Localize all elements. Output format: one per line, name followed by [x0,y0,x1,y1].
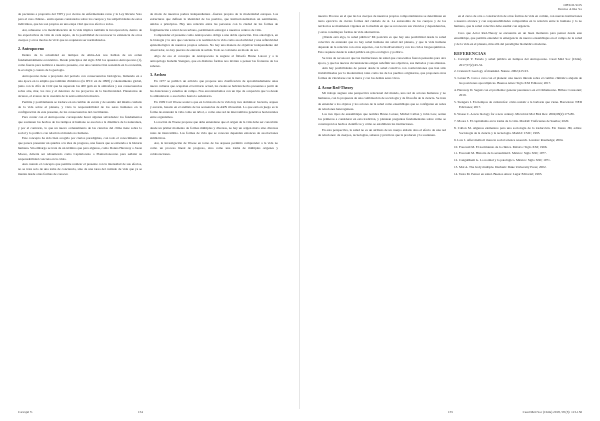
body-paragraph: Los tres tipos de ensamblajes que nombra Bruno Latour, Michel Callon y John Law, serían los primeros a considerar en esta tradición, y plantean preguntas fundamentales sobre cómo se construyen los hechos científicos y cómo se estabilizan las instituciones. [318,112,446,127]
footer-author: Carvajal V. [18,410,33,414]
page-number-left: 154 [138,410,143,414]
body-paragraph: Aún hay posibilidades de pensar desde la salud colectiva con cosmovisiones que han sido invisibilizadas por la modernidad, tales como las de los pueblos originarios, que proponen otras formas de vincularse con la tierra y con los demás seres vivos. [318,66,446,81]
body-paragraph: Aun cuando el concepto que permite realizar el presente con la intensidad de sus efectos, no se trata solo de una toma de conciencia, sino de una tarea del cuidado de vida que ya se intenta desde otras formas de conocer. [18,162,142,177]
reference-item: 2. Crutzen P. Geology of mankind. Nature. 2002;415:23. [454,69,529,74]
reference-item: 14. Testa M. Pensar en salud. Buenos Aires: Lugar Editorial; 1993. [454,171,543,176]
reference-item: 3. Latour B. Cara a cara con el planeta: una nueva mirada sobre el cambio climático alejada de las posiciones apocalípticas. Buenos Aires: Siglo XXI Editores; 2017. [454,76,582,86]
body-paragraph: La noción de Woese propone que debe entenderse que el origen de la vida debe ser concebido desde un primer momento de formas múltiples y diversas, no hay un origen único sino diversas rutas de intercambio. Las formas de vida que se conocen dependen entonces de asociaciones simbióticas. [150,120,278,141]
reference-item: 7. Moore J. El capitalismo en la trama de la vida. Madrid: Traficantes de Sueños; 2020. [454,119,570,123]
running-header-line-2: Denise Alma Sa [557,7,582,12]
reference-item: 5. Stengers I. En tiempos de catástrofes: cómo resistir a la barbarie que viene. Barcelona: NED Ediciones; 2017. [454,100,582,110]
body-paragraph: Mi trabajo sugiere una perspectiva relacional del mundo, una red de actores humanos y no humanos, con la propuesta de una combinación de sociología y de filosofía de la ciencia. Se trata de entender a los objetos y los actores de la salud como ensamblajes que se configuran en redes de relaciones heterogéneas. [318,91,446,111]
body-paragraph: Antropoceno tiene a propósito del período con consecuencias biológicas, llamando en a una época en ta amplia que también climáticos (la IPCC en de 1998) y calentamiento global, junto con la cifra de CO2 que ha superado las 400 ppm en la atmósfera y sus consecuencias sobre aire, mar, los ríos y el deterioro de los proyectos de la biodiversidad. Planetarios de alcance, el avance de la cuestión de la sexta extinción masiva. [18,73,142,99]
body-paragraph: de modo de nuestros padres independientes –fuertes propios de la modernidad europea. Las estructuras que definen la identidad de los pueblos, que institucionalizaban un sentimiento, unidos a principios. Hay una relación entre las personas con la ciudad de las formas de fragmentación a nivel de un urbano, permitiendo entregar a nuestros centros de vida. [150,12,278,32]
reference-item: 12. Canguilhem G. Lo normal y lo patológico. México: Siglo XXI; 1971. [454,158,551,163]
reference-item: 13. Mol A. The body multiple. Durham: Duke University Press; 2002. [454,164,547,169]
running-header-line-1: OBSOLSOS [563,3,582,7]
footer-journal-citation: Cuad Méd Soc (Chile) 2018, 58 (3): 113-156 [522,410,582,414]
reference-item: 10. Foucault M. El nacimiento de la clínica. México: Siglo XXI; 1966. [454,144,548,149]
reference-item: 4. Haraway D. Seguir con el problema: generar parentesco en el Chthuluceno. Bilbao: Consonni; 2019. [454,88,582,98]
right-page-column-2 [454,14,582,179]
section-heading: 2. Antropoceno [18,46,44,52]
left-page-column-1 [18,12,142,178]
right-page-column-1 [318,14,446,138]
body-paragraph: ¿Dónde está algo, la salud pública? Mi posición es que hay una posibilidad desde la salud colectiva de entender que no hay salud humana sin salud del planeta, y que la vida humana depende de la relación con otras especies, con la biodiversidad y con los ciclos biogeoquímicos. Esto requiere desde la salud pública un giro ecológico y político. [318,34,446,55]
body-paragraph: Este concepto ha sido bien acogido por ciertos paradigmas, con todo el conocimiento de que parece presentar un quiebre a la idea de progreso, una fuerza que se extienda a la historia humana. Sin embargo se trata de un término que para algunos, como Donna Haraway o Jason Moore, debería ser rebautizado como Capitaloceno o Plantacionoceno para señalar su responsabilidad concreta en la crisis. [18,136,142,161]
reference-item: 1. Carvajal Y. Estado y salud pública en tiempos del Antropoceno. Cuad Méd Soc (Chile). 2017;57(2):45-52. [454,57,582,67]
reference-item: 6. Woese C. A new biology for a new century. Microbiol Mol Biol Rev. 2004;68(2):173-86. [454,112,575,117]
body-paragraph: Dentro de la actualidad en tiempos de Alma-Ata nos hablan de un orden fundamentalmente económico. Desde principios del siglo XXI los apuestos Antropoceno (1), como fuerza para nombrar a nuestro presente, con una construcción sostenida en la economía, la ecología y cuanto de la geología. [18,52,142,73]
body-paragraph: En 1977 se publicó un artículo que propone una clasificación de aproximadamente unas nueve culturas que ocupaban el territorio actual, las cuales se habrían hecho presentes a partir de las dataciones y estudios de campo. Nos encontraríamos con un tipo de ocupación que va desde lo ambulatorio o asociativo hasta lo sedentario. [150,78,278,99]
body-paragraph: Permite y posiblemente se traduce en un cambio de escala y de sentido del mismo cuidado de la vida sobre el planeta, y vista la responsabilidad de los seres humanos en la configuración de este presente, de las consecuencias del crecimiento. [18,99,142,115]
body-paragraph: Así, la investigación de Woese en torno de las arqueas permitió comprender a la vida no como un proceso lineal de progreso, sino como una trama de múltiples orígenes y colaboraciones. [150,141,278,156]
body-paragraph: de pacientes a propósito del VIH y por ciertos de enfermedades raras y la Ley Ricarte Soto para el caso chileno– están apenas constatados sobre los cuerpos y las subjetividades de estos individuos, que les son propios en una etapa vital que nos afecta a todos. [18,12,142,27]
reference-item: 8. Callon M. Algunos elementos para una sociología de la traducción. En: Iranzo JM, editor. Sociología de la ciencia y la tecnología. Madrid: CSIC; 1995. [454,125,582,135]
section-heading: 4. Acme Red-Theory [318,84,354,90]
body-paragraph: Comprender el presente como Antropoceno obliga a una doble operación. Una ontológica, en la biología y la otra que concierne a la realidad de la vida como asociatividad y una reflexividad epistemológica de nuestros propios saberes. No hay una manera de objetivar independiente del observador, no hay puertos de entrada ni salida. Todo se convierte en modo de ser. [150,32,278,53]
body-paragraph: Creo que Actor Red-Theory se encuentra en un buen momento para pensar desde este ensamblaje, que permita entender la emergencia de nuevos ensamblajes en el campo de la salud y de la vida en el planeta, más allá del paradigma biomédico moderno. [454,31,582,46]
body-paragraph: Para contar con el Antropoceno corresponde hacer algunas salvedades: los fundamentos que sostienen los hechos de los tiempos al humano se asocian a la dinámica de la naturaleza, y por el contrario, lo que un nuevo ordenamiento de las ciencias del clima tiene sobre lo social y lo político con relación al mundo no humano. [18,115,142,135]
body-paragraph: En esta perspectiva, la salud no es un atributo de un cuerpo aislado sino el efecto de una red de relaciones: de cuerpos, tecnologías, saberes y prácticas que la producen y la sostienen. [318,127,446,137]
running-header [558,3,582,11]
body-paragraph: En 1999 Carl Woese sostuvo que en la historia de la vida hay tres dominios: bacteria, arquea y eucaria, basado en el análisis de las secuencias de ARN ribosomal. Lo que está en juego es la forma de entender la vida como un árbol, o como una red de intercambios genéticos horizontales entre organismos. [150,99,278,120]
body-paragraph: en el curso de otra o construcción de otras formas de vida en común, con nuevas instituciones a nuestro alcance y con responsabilidades compartidas en la relación entre lo humano y lo no humano, que la salud colectiva debe asumir con urgencia. [454,14,582,29]
right-page [300,0,600,421]
reference-item: 9. Law J. After method: mess in social science research. London: Routledge; 2004. [454,137,564,142]
page-number-right: 155 [448,410,453,414]
body-paragraph: nuestro Proceso en el que las los cuerpos de nuestros propios comportamientos se determinan en tanto ejercicio de ciertas formas del cuidado de sí. La autonomía de los cuerpos y de los territorios se mantienen vigentes en la medida en que se reconocen sus vínculos y dependencias, y estas constituyen formas de vida alternativas. [318,14,446,34]
reference-item: 11. Foucault M. Historia de la sexualidad I. México: Siglo XXI; 1977. [454,151,547,156]
references-heading: REFERENCIAS [454,50,486,56]
body-paragraph: Así, rehusarse a la medicalización de la vida implica también la incorporación, dentro de las expectativas de vida de cada sujeto, de la posibilidad de reconocer la existencia de otros cuerpos y otros modos de vivir que no requieren ser normalizados. [18,27,142,43]
body-paragraph: Se trata de reconocer que las instituciones de salud que conocemos fueron pensadas para otra época, y que las nuevas circunstancias exigen redefinir sus objetivos, sus métodos y sus alianzas. [318,55,446,65]
section-heading: 3. Archeo [150,72,167,78]
body-paragraph: Algo de eso el concepto de Antropoceno le sugiere al filósofo Bruno Latour y a la antropóloga Isabelle Stengers, que en distintas formas nos invitan a pensar las fronteras de los saberes. [150,53,278,69]
left-page-column-2 [150,12,278,157]
